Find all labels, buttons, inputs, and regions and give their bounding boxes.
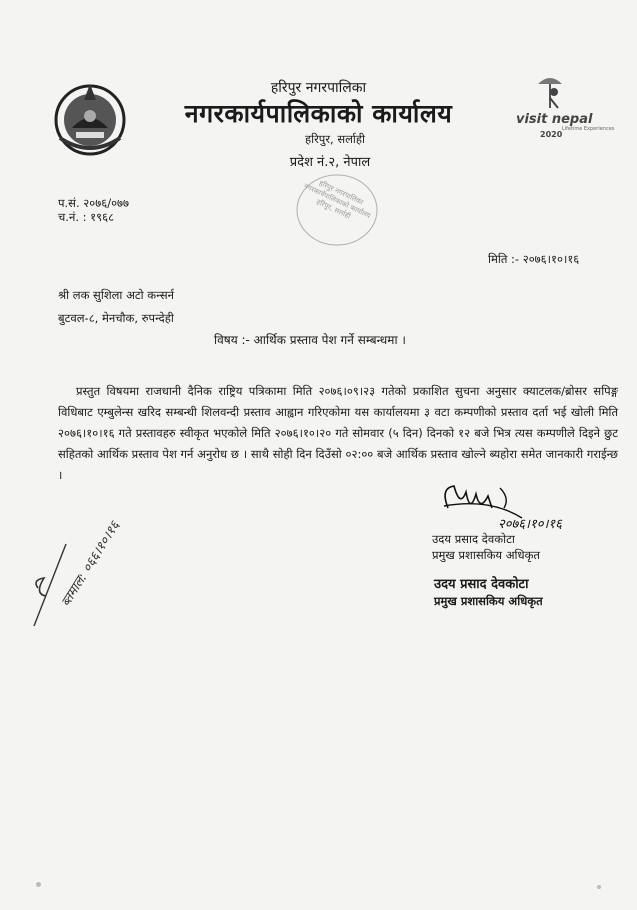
office-title: नगरकार्यपालिकाको कार्यालय <box>184 99 453 128</box>
receipt-note: ब्तमाल: ०६६।१०।१६ <box>58 518 123 610</box>
letter-date: मिति :- २०७६।१०।१६ <box>488 252 580 266</box>
logo-year: 2020 <box>540 130 563 139</box>
recipient-address: बुटवल-८, मेनचौक, रुपन्देही <box>58 311 174 325</box>
recipient-name: श्री लक सुशिला अटो कन्सर्न <box>58 288 174 302</box>
address-line-2: प्रदेश नं.२, नेपाल <box>289 155 371 170</box>
signatory-name: उदय प्रसाद देवकोटा <box>432 532 515 546</box>
signature-date: २०७६।१०।१६ <box>498 517 562 532</box>
signatory-role: प्रमुख प्रशासकिय अधिकृत <box>432 548 540 562</box>
scan-speck <box>36 882 41 887</box>
subject-line: विषय :- आर्थिक प्रस्ताव पेश गर्ने सम्बन्धमा । <box>214 333 406 347</box>
address-line-1: हरिपुर, सर्लाही <box>305 132 365 146</box>
letter-body: प्रस्तुत विषयमा राजधानी दैनिक राष्ट्रिय पत्रिकामा मिति २०७६।०९।२३ गतेको प्रकाशित सुचना अनुसार क्याटलक/ब्रोसर सपिङ्ग विधिबाट एम्बुलेन्स खरिद सम्बन्धी शिलवन्दी प्रस्ताव आह्वान गरिएकोमा यस कार्यालयमा ३ वटा कम्पणीको प्रस्ताव दर्ता भई खोली मिति २०७६।१०।१६ गते प्रस्तावहरु स्वीकृत भएकोले मिति २०७६।१०।२० गते सोमवार (५ दिन) दिनको १२ बजे भित्र त्यस कम्पणीले दिइने छुट सहितको आर्थिक प्रस्ताव पेश गर्न अनुरोध छ । साथै सोही दिन दिउँसो ०२:०० बजे आर्थिक प्रस्ताव खोल्ने ब्यहोरा समेत जानकारी गराईन्छ । <box>58 384 618 482</box>
scan-speck <box>597 885 601 889</box>
figure-icon <box>530 72 570 112</box>
visit-nepal-logo <box>510 70 615 150</box>
name-stamp: उदय प्रसाद देवकोटा <box>434 577 529 592</box>
municipality-name: हरिपुर नगरपालिका <box>270 80 367 96</box>
dispatch-number: च.नं. : १९६८ <box>58 210 115 224</box>
reference-number: प.सं. २०७६/०७७ <box>58 196 130 210</box>
office-stamp <box>292 170 382 250</box>
stamp-text: हरिपुर नगरपालिका नगरकार्यपालिकाको कार्यालय हरिपुर, सर्लाही <box>302 179 372 221</box>
role-stamp: प्रमुख प्रशासकिय अधिकृत <box>434 594 543 608</box>
logo-text: visit nepal <box>516 112 593 127</box>
logo-sub: Lifetime Experiences <box>562 126 615 132</box>
